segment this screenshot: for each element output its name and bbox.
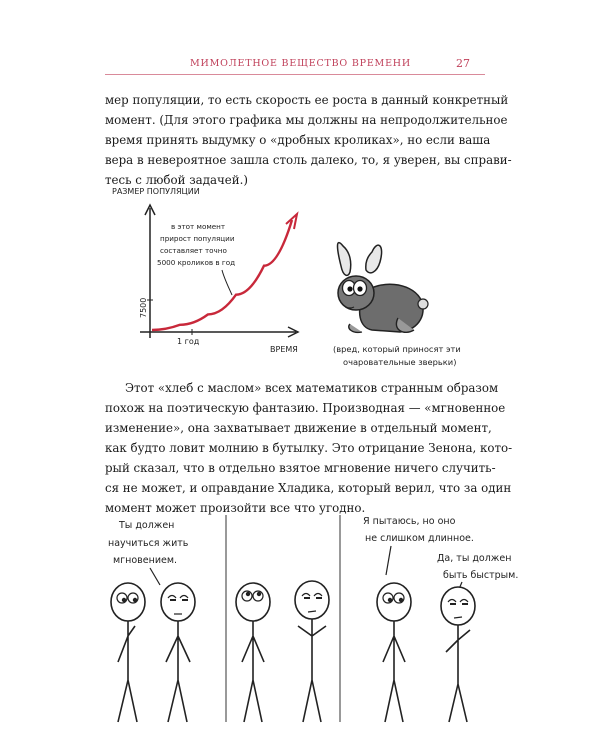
speech-line: Я пытаюсь, но оно	[363, 516, 456, 527]
speech-line: Да, ты должен	[437, 553, 512, 564]
stick-figure-left-1	[111, 583, 145, 722]
stick-figure-right-3	[441, 587, 475, 722]
chart-xlabel: ВРЕМЯ	[270, 345, 298, 354]
speech-tail	[150, 568, 160, 585]
text-line: тесь с любой задачей.)	[105, 173, 248, 187]
speech-line: Ты должен	[119, 520, 175, 531]
stick-figure-left-2	[236, 583, 270, 722]
text-line: изменение», она захватывает движение в отдельный момент,	[105, 421, 492, 435]
text-line: похож на поэтическую фантазию. Производная — «мгновенное	[105, 401, 506, 415]
chart-ylabel: РАЗМЕР ПОПУЛЯЦИИ	[112, 187, 200, 196]
text-line: рый сказал, что в отдельно взятое мгновение ничего случить-	[105, 461, 496, 475]
annotation-line: составляет точно	[160, 246, 227, 255]
speech-tail	[386, 546, 391, 575]
running-head: МИМОЛЕТНОЕ ВЕЩЕСТВО ВРЕМЕНИ	[190, 58, 411, 69]
text-line: вера в невероятное зашла столь далеко, то, я уверен, вы справи-	[105, 153, 512, 167]
rabbit-caption-line: (вред, который приносят эти	[333, 344, 461, 354]
rabbit-caption-line: очаровательные зверьки)	[343, 357, 457, 367]
annotation-line: в этот момент	[171, 222, 226, 231]
speech-line: быть быстрым.	[443, 570, 519, 581]
text-line: Этот «хлеб с маслом» всех математиков странным образом	[125, 381, 499, 395]
page-number: 27	[456, 57, 470, 70]
speech-line: научиться жить	[108, 538, 189, 549]
stick-figure-left-3	[377, 583, 411, 722]
text-line: момент может произойти все что угодно.	[105, 501, 366, 515]
x-tick-label: 1 год	[177, 337, 200, 346]
speech-line: мгновением.	[113, 555, 178, 566]
stick-figure-right-1	[161, 583, 195, 722]
text-line: мер популяции, то есть скорость ее роста в данный конкретный	[105, 93, 509, 107]
annotation-line: прирост популяции	[160, 234, 235, 243]
text-line: время принять выдумку о «дробных кроликах», но если ваша	[105, 133, 491, 147]
annotation-line: 5000 кроликов в год	[157, 258, 236, 267]
stick-figure-right-2	[295, 581, 329, 722]
y-tick-label: 7500	[139, 297, 148, 318]
text-line: как будто ловит молнию в бутылку. Это отрицание Зенона, кото-	[105, 441, 513, 455]
speech-line: не слишком длинное.	[365, 533, 474, 544]
text-line: момент. (Для этого графика мы должны на непродолжительное	[105, 113, 508, 127]
text-line: ся не может, и оправдание Хладика, который верил, что за один	[105, 481, 512, 495]
